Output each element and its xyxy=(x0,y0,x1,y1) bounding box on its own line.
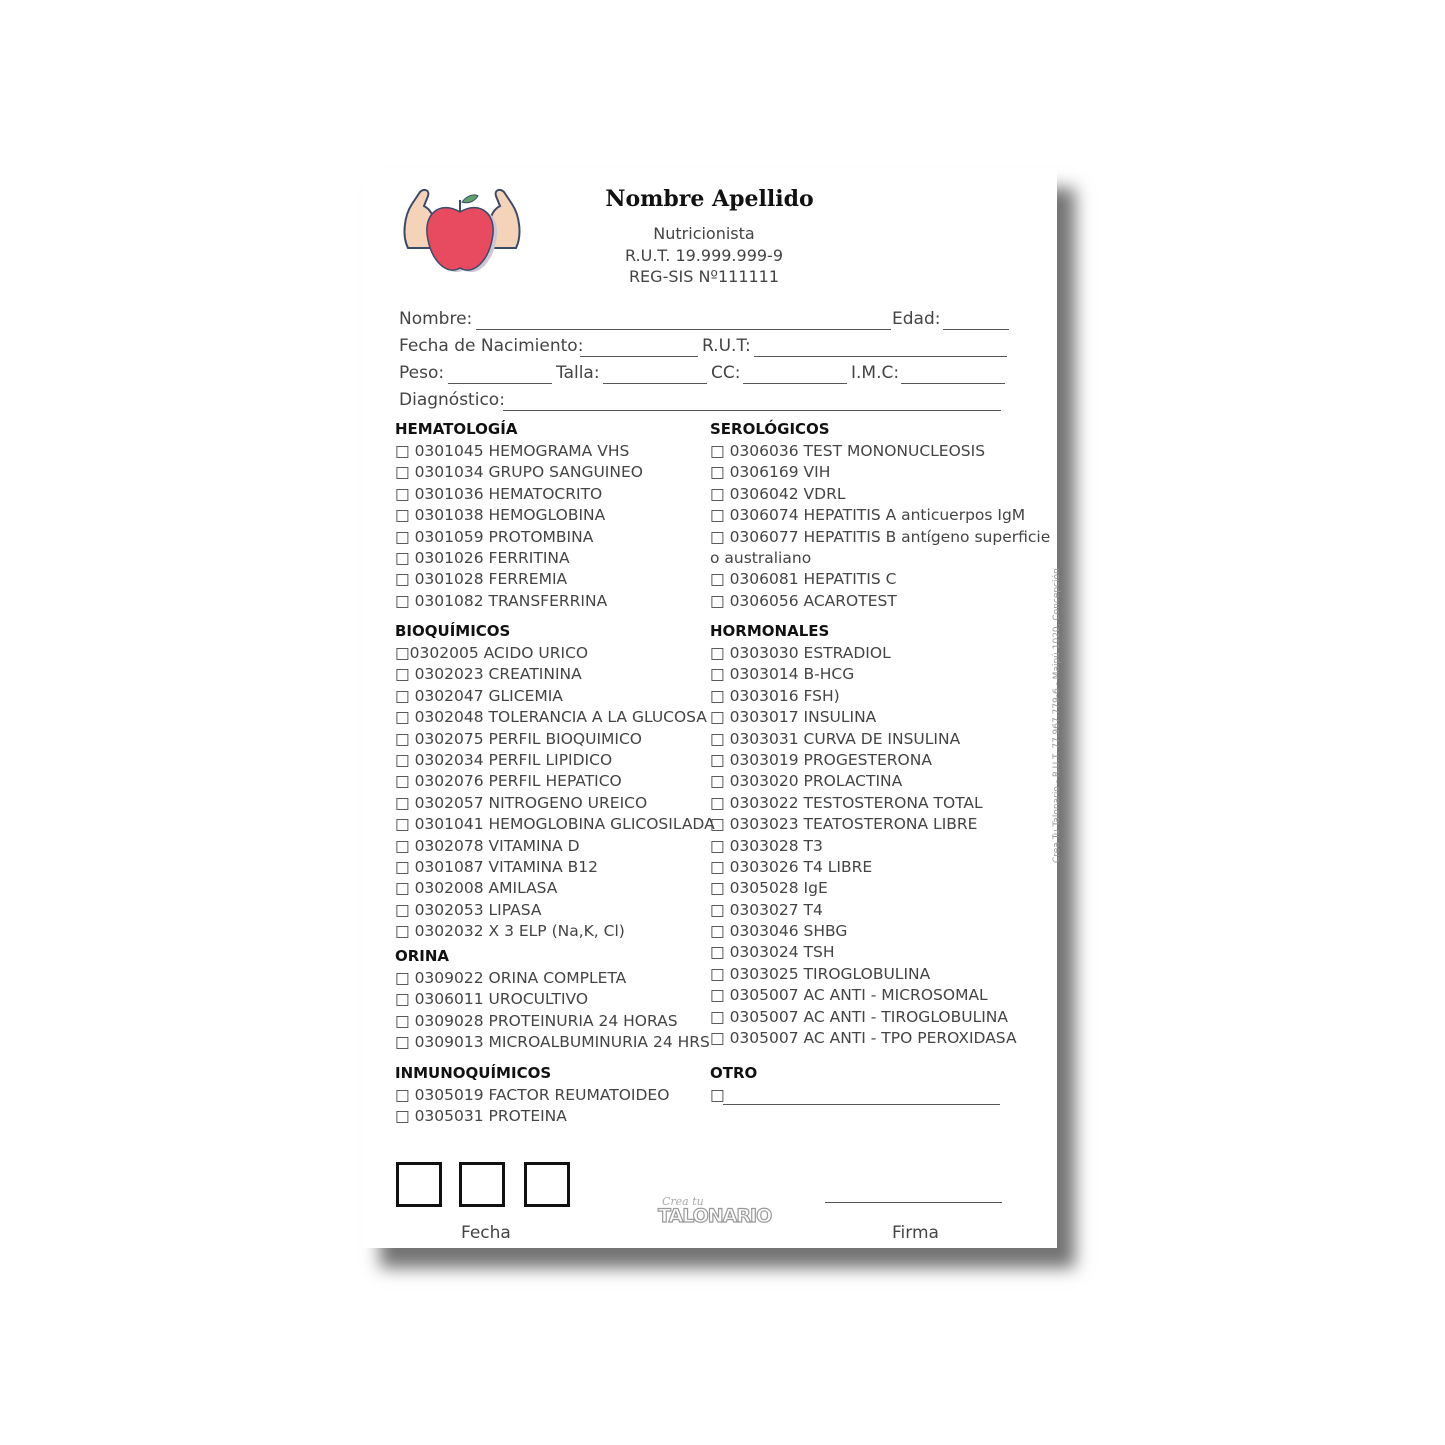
logo-script: Crea tu xyxy=(662,1195,704,1208)
inmuno-list xyxy=(395,1086,669,1129)
hematologia-list xyxy=(395,442,643,613)
checkbox-item[interactable]: □ 0302034 PERFIL LIPIDICO xyxy=(395,750,613,769)
checkbox-item[interactable]: □ 0303023 TEATOSTERONA LIBRE xyxy=(710,815,978,834)
checkbox-item[interactable]: □ 0301038 HEMOGLOBINA xyxy=(395,506,606,525)
checkbox-item[interactable]: □ 0306036 TEST MONONUCLEOSIS xyxy=(710,442,986,460)
doctor-name: Nombre Apellido xyxy=(605,186,814,212)
checkbox-item[interactable]: □ 0303027 T4 xyxy=(710,900,823,919)
checkbox-item[interactable]: □ 0306081 HEPATITIS C xyxy=(710,570,897,589)
profession: Nutricionista xyxy=(653,224,755,243)
serologicos-list xyxy=(710,442,1050,613)
inmuno-title: INMUNOQUÍMICOS xyxy=(395,1064,552,1082)
fecha-nacimiento-label: Fecha de Nacimiento: xyxy=(399,336,584,356)
otro-title: OTRO xyxy=(710,1064,758,1082)
checkbox-item[interactable]: □ 0303025 TIROGLOBULINA xyxy=(710,964,931,983)
firma-label: Firma xyxy=(892,1223,939,1243)
checkbox-item[interactable]: □ 0303020 PROLACTINA xyxy=(710,772,903,791)
otro-checkbox[interactable]: □ xyxy=(710,1086,725,1104)
peso-label: Peso: xyxy=(399,363,445,383)
prescription-sheet xyxy=(362,168,1062,1248)
otro-line[interactable] xyxy=(723,1104,1000,1105)
checkbox-item[interactable]: □ 0305007 AC ANTI - TIROGLOBULINA xyxy=(710,1007,1008,1026)
checkbox-item[interactable]: □ 0305007 AC ANTI - MICROSOMAL xyxy=(710,986,988,1005)
checkbox-item[interactable]: □ 0303017 INSULINA xyxy=(710,708,877,727)
checkbox-item[interactable]: □ 0303028 T3 xyxy=(710,836,823,855)
checkbox-item[interactable]: □ 0301036 HEMATOCRITO xyxy=(395,484,603,503)
checkbox-item[interactable]: □ 0306169 VIH xyxy=(710,463,831,482)
checkbox-item[interactable]: □ 0303046 SHBG xyxy=(710,922,848,941)
checkbox-item[interactable]: □ 0301059 PROTOMBINA xyxy=(395,527,594,546)
checkbox-item[interactable]: □ 0302075 PERFIL BIOQUIMICO xyxy=(395,729,642,748)
checkbox-item[interactable]: □ 0306011 UROCULTIVO xyxy=(395,990,589,1009)
checkbox-item[interactable]: □ 0303019 PROGESTERONA xyxy=(710,750,932,769)
checkbox-item[interactable]: □ 0306074 HEPATITIS A anticuerpos IgM xyxy=(710,506,1026,525)
checkbox-item[interactable]: □ 0302008 AMILASA xyxy=(395,879,558,898)
doctor-reg: REG-SIS Nº111111 xyxy=(628,267,780,286)
checkbox-item[interactable]: □ 0302032 X 3 ELP (Na,K, Cl) xyxy=(395,922,625,941)
checkbox-item[interactable]: □ 0302053 LIPASA xyxy=(395,900,542,919)
checkbox-item[interactable]: □ 0301041 HEMOGLOBINA GLICOSILADA xyxy=(395,815,715,834)
orina-list xyxy=(395,969,710,1055)
checkbox-item[interactable]: □ 0309022 ORINA COMPLETA xyxy=(395,969,627,987)
hormonales-list xyxy=(710,644,1017,1050)
side-credit: Crea Tu Talonario - R.U.T. 77.967.779-6 - Maipú 1020, Concepción xyxy=(1052,568,1062,863)
checkbox-item[interactable]: □ 0302023 CREATININA xyxy=(395,665,582,684)
serologicos-title: SEROLÓGICOS xyxy=(710,420,830,438)
edad-label: Edad: xyxy=(892,309,941,329)
checkbox-item[interactable]: □ 0309028 PROTEINURIA 24 HORAS xyxy=(395,1011,678,1030)
bioquimicos-list xyxy=(395,644,715,943)
checkbox-item[interactable]: □ 0301045 HEMOGRAMA VHS xyxy=(395,442,630,460)
checkbox-item[interactable]: □ 0303031 CURVA DE INSULINA xyxy=(710,729,961,748)
nombre-label: Nombre: xyxy=(399,309,473,329)
fecha-label: Fecha xyxy=(461,1223,511,1243)
checkbox-item[interactable]: □ 0302078 VITAMINA D xyxy=(395,836,580,855)
fecha-month-box[interactable] xyxy=(459,1162,505,1207)
checkbox-item[interactable]: □ 0305007 AC ANTI - TPO PEROXIDASA xyxy=(710,1029,1017,1048)
rut-label: R.U.T: xyxy=(702,336,751,356)
checkbox-item[interactable]: □ 0303030 ESTRADIOL xyxy=(710,644,891,662)
firma-line[interactable] xyxy=(825,1202,1002,1203)
checkbox-item[interactable]: □ 0303024 TSH xyxy=(710,943,835,962)
diagnostico-line[interactable] xyxy=(503,410,1001,411)
checkbox-item[interactable]: □ 0301028 FERREMIA xyxy=(395,570,568,589)
checkbox-item[interactable]: □ 0303026 T4 LIBRE xyxy=(710,857,873,876)
checkbox-item[interactable]: □ 0301026 FERRITINA xyxy=(395,548,570,567)
hematologia-title: HEMATOLOGÍA xyxy=(395,420,518,438)
talla-label: Talla: xyxy=(556,363,600,383)
checkbox-item[interactable]: □ 0303022 TESTOSTERONA TOTAL xyxy=(710,793,983,812)
imc-label: I.M.C: xyxy=(851,363,900,383)
checkbox-item[interactable]: □0302005 ACIDO URICO xyxy=(395,644,589,662)
diagnostico-label: Diagnóstico: xyxy=(399,390,505,410)
checkbox-item[interactable]: □ 0302048 TOLERANCIA A LA GLUCOSA xyxy=(395,708,707,727)
checkbox-item[interactable]: □ 0305031 PROTEINA xyxy=(395,1107,567,1126)
hormonales-title: HORMONALES xyxy=(710,622,830,640)
checkbox-item[interactable]: □ 0303016 FSH) xyxy=(710,686,840,705)
orina-title: ORINA xyxy=(395,947,450,965)
checkbox-item[interactable]: □ 0306056 ACAROTEST xyxy=(710,591,897,610)
checkbox-item[interactable]: □ 0301082 TRANSFERRINA xyxy=(395,591,608,610)
doctor-rut: R.U.T. 19.999.999-9 xyxy=(624,246,784,265)
fecha-day-box[interactable] xyxy=(396,1162,442,1207)
cc-label: CC: xyxy=(711,363,741,383)
cc-line[interactable] xyxy=(743,383,847,384)
imc-line[interactable] xyxy=(901,383,1005,384)
checkbox-item[interactable]: □ 0302057 NITROGENO UREICO xyxy=(395,793,648,812)
bioquimicos-title: BIOQUÍMICOS xyxy=(395,622,511,640)
edad-line[interactable] xyxy=(943,329,1009,330)
checkbox-item[interactable]: □ 0306077 HEPATITIS B antígeno superficie xyxy=(710,527,1051,546)
talonario-logo: TALONARIO xyxy=(658,1205,772,1227)
nombre-line[interactable] xyxy=(476,329,891,330)
checkbox-item[interactable]: □ 0305019 FACTOR REUMATOIDEO xyxy=(395,1086,670,1104)
checkbox-item[interactable]: □ 0305028 IgE xyxy=(710,879,828,898)
checkbox-item[interactable]: □ 0309013 MICROALBUMINURIA 24 HRS xyxy=(395,1033,710,1052)
checkbox-item[interactable]: □ 0301034 GRUPO SANGUINEO xyxy=(395,463,643,482)
checkbox-item[interactable]: □ 0302047 GLICEMIA xyxy=(395,686,563,705)
checkbox-item[interactable]: □ 0302076 PERFIL HEPATICO xyxy=(395,772,622,791)
peso-line[interactable] xyxy=(448,383,552,384)
talla-line[interactable] xyxy=(603,383,707,384)
checkbox-item[interactable]: o australiano xyxy=(710,548,812,567)
rut-line[interactable] xyxy=(754,356,1007,357)
checkbox-item[interactable]: □ 0303014 B-HCG xyxy=(710,665,855,684)
checkbox-item[interactable]: □ 0301087 VITAMINA B12 xyxy=(395,857,598,876)
checkbox-item[interactable]: □ 0306042 VDRL xyxy=(710,484,846,503)
fecha-nacimiento-line[interactable] xyxy=(580,356,698,357)
fecha-year-box[interactable] xyxy=(524,1162,570,1207)
